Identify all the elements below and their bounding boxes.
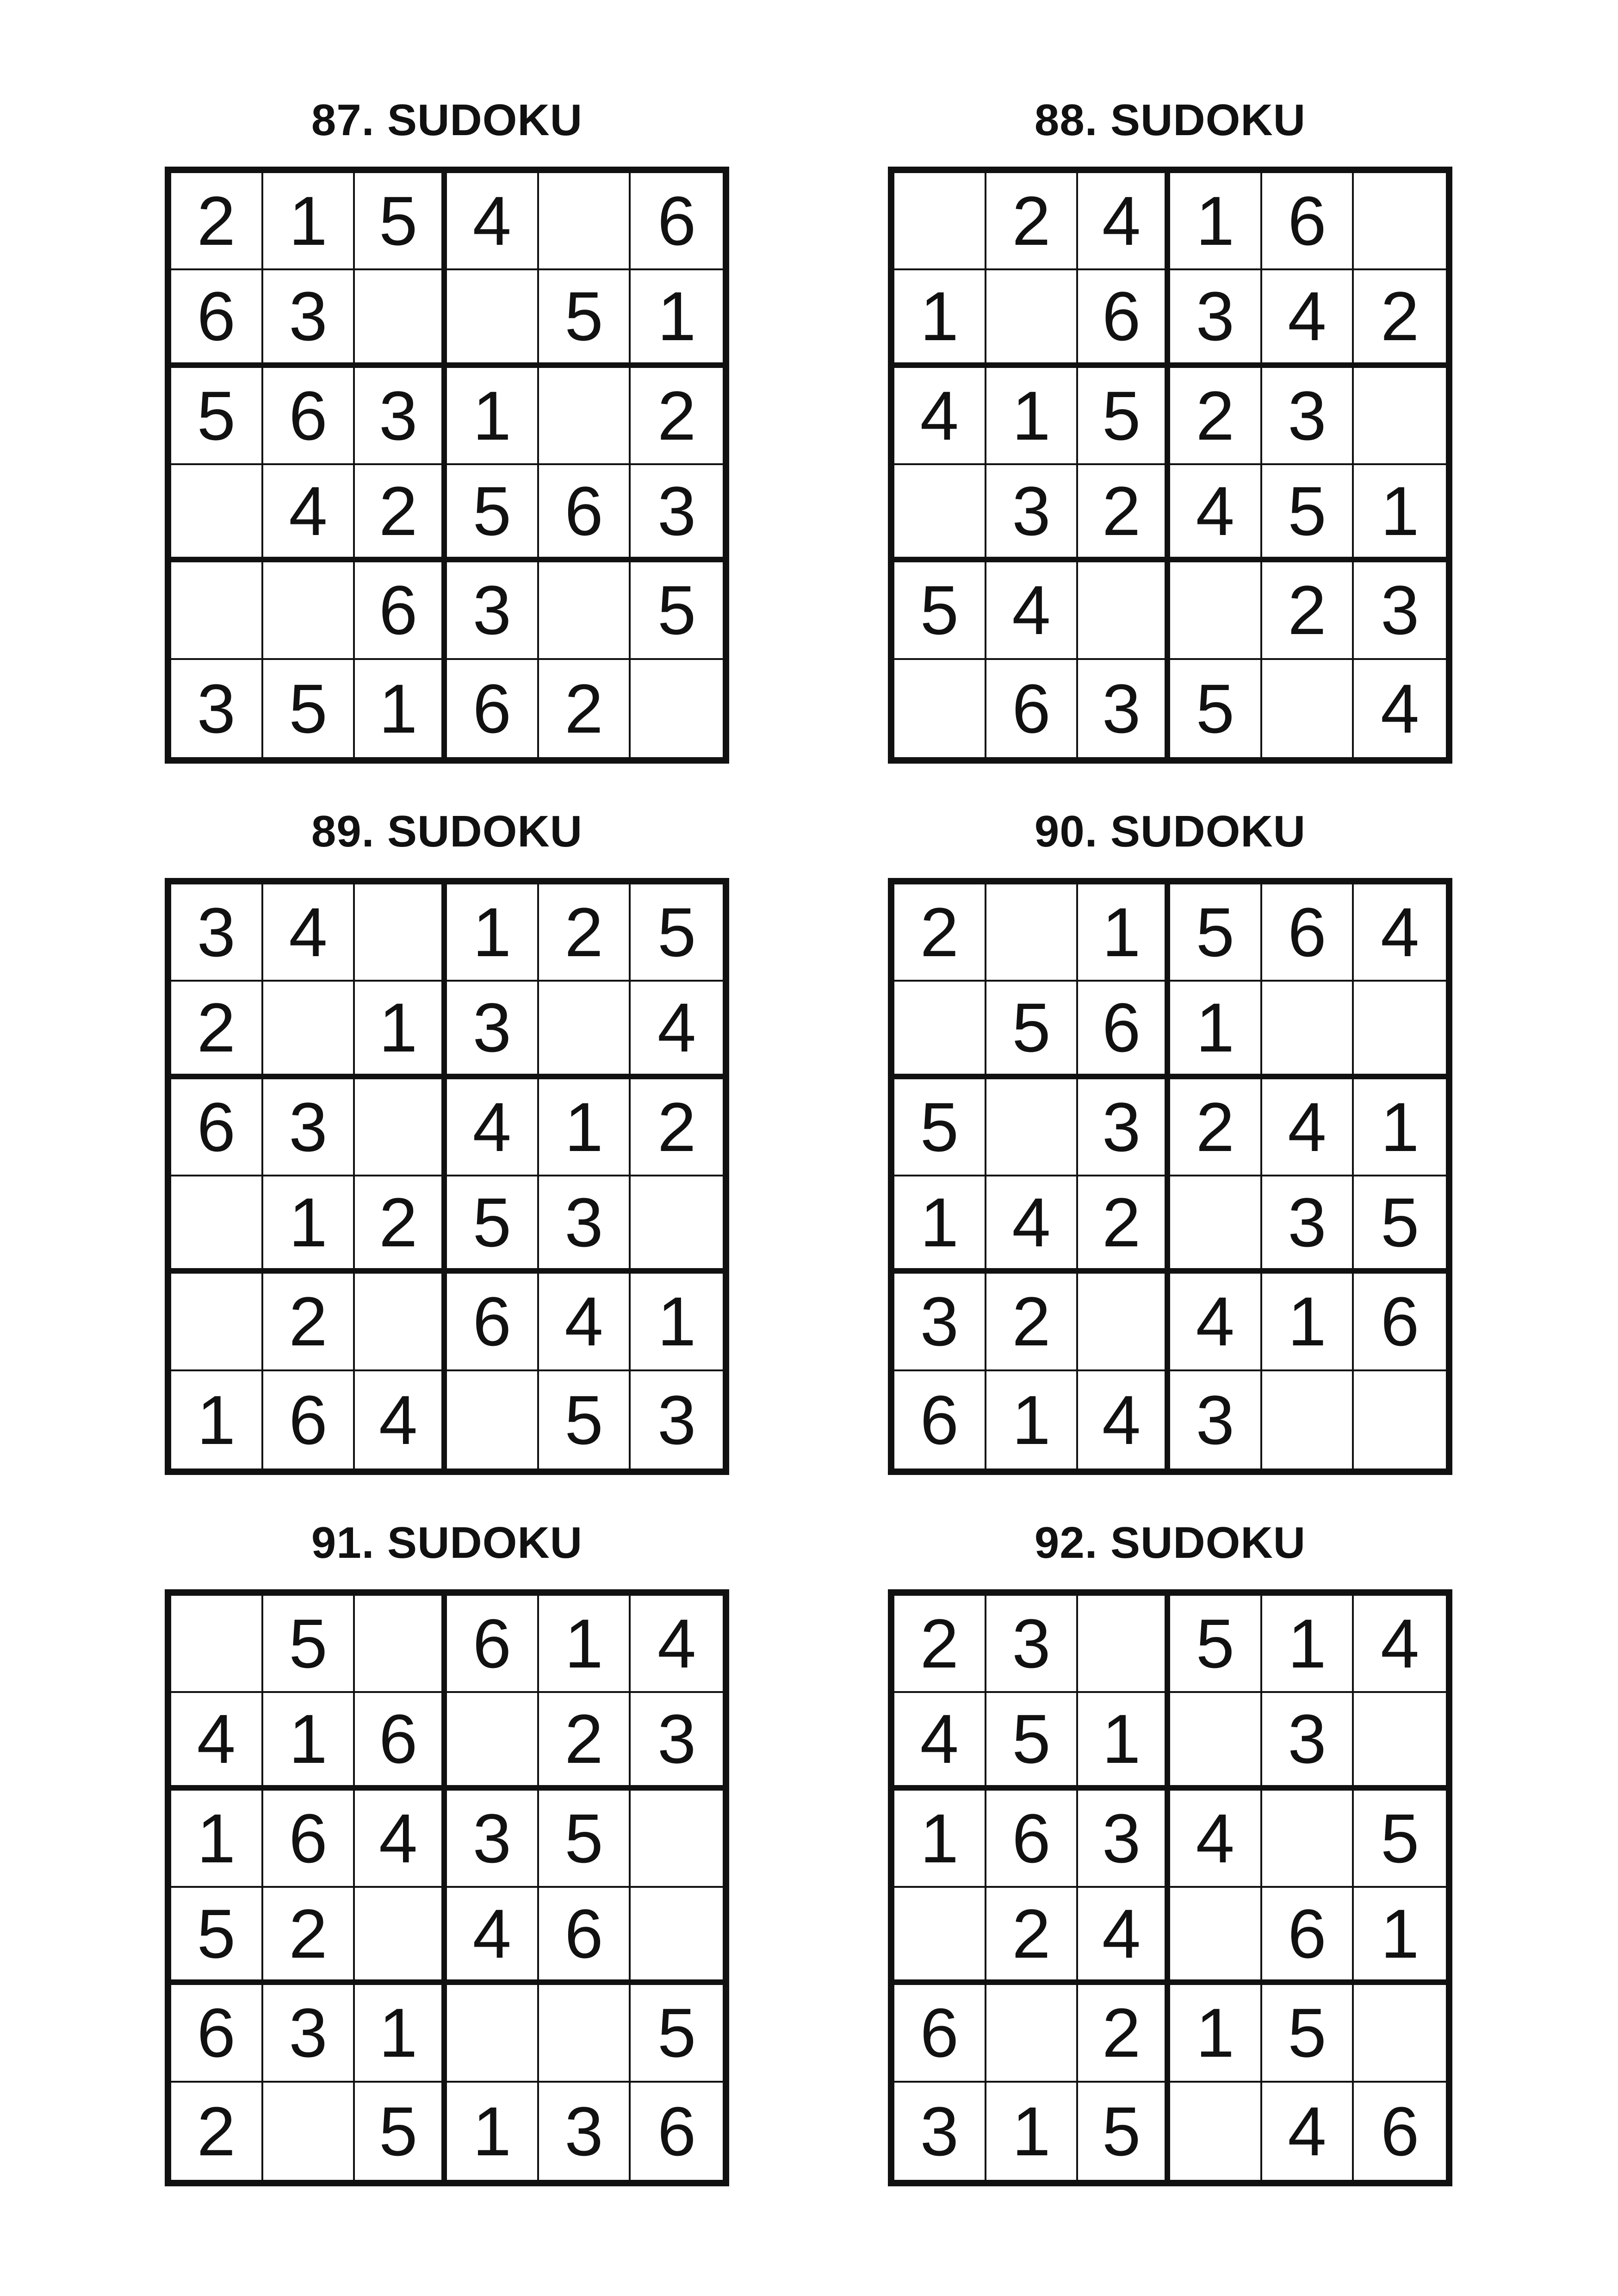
sudoku-cell: 3 bbox=[355, 368, 447, 465]
sudoku-cell bbox=[1078, 562, 1170, 660]
sudoku-cell: 2 bbox=[631, 1079, 723, 1176]
sudoku-cell bbox=[894, 660, 986, 757]
sudoku-cell: 5 bbox=[894, 562, 986, 660]
sudoku-cell bbox=[631, 1791, 723, 1888]
sudoku-cell: 5 bbox=[355, 2083, 447, 2180]
sudoku-cell bbox=[986, 1079, 1079, 1176]
sudoku-cell: 5 bbox=[539, 1371, 631, 1468]
sudoku-cell: 1 bbox=[1170, 1985, 1262, 2082]
sudoku-grid bbox=[888, 1589, 1452, 2186]
sudoku-grid bbox=[165, 878, 729, 1475]
sudoku-cell: 6 bbox=[1354, 1274, 1446, 1371]
sudoku-cell: 4 bbox=[263, 465, 355, 562]
sudoku-cell: 1 bbox=[986, 1371, 1079, 1468]
sudoku-cell bbox=[1354, 368, 1446, 465]
sudoku-cell: 4 bbox=[1262, 2083, 1354, 2180]
sudoku-cell: 3 bbox=[1078, 660, 1170, 757]
sudoku-cell bbox=[539, 173, 631, 270]
puzzle-title: 88. SUDOKU bbox=[1034, 95, 1306, 145]
sudoku-cell: 4 bbox=[986, 562, 1079, 660]
sudoku-cell: 5 bbox=[1078, 2083, 1170, 2180]
sudoku-cell: 5 bbox=[1354, 1791, 1446, 1888]
sudoku-cell: 1 bbox=[447, 884, 539, 982]
sudoku-cell: 4 bbox=[1262, 270, 1354, 367]
sudoku-cell: 5 bbox=[539, 1791, 631, 1888]
sudoku-cell bbox=[1354, 173, 1446, 270]
sudoku-cell bbox=[355, 270, 447, 367]
sudoku-cell: 4 bbox=[894, 1693, 986, 1790]
sudoku-cell: 3 bbox=[447, 982, 539, 1079]
sudoku-cell: 4 bbox=[355, 1791, 447, 1888]
sudoku-cell: 4 bbox=[1354, 1596, 1446, 1693]
sudoku-cell: 1 bbox=[631, 1274, 723, 1371]
sudoku-cell: 1 bbox=[1262, 1596, 1354, 1693]
sudoku-cell: 6 bbox=[447, 1596, 539, 1693]
sudoku-cell bbox=[631, 1176, 723, 1274]
sudoku-cell bbox=[1354, 1371, 1446, 1468]
sudoku-cell: 4 bbox=[1170, 1791, 1262, 1888]
sudoku-cell: 6 bbox=[171, 270, 263, 367]
sudoku-cell: 4 bbox=[539, 1274, 631, 1371]
sudoku-cell bbox=[1170, 2083, 1262, 2180]
sudoku-cell bbox=[539, 982, 631, 1079]
puzzle-title: 87. SUDOKU bbox=[311, 95, 583, 145]
sudoku-cell: 3 bbox=[894, 2083, 986, 2180]
sudoku-cell: 3 bbox=[171, 660, 263, 757]
sudoku-cell bbox=[355, 1079, 447, 1176]
sudoku-cell: 5 bbox=[1354, 1176, 1446, 1274]
sudoku-cell: 3 bbox=[1170, 1371, 1262, 1468]
sudoku-cell bbox=[631, 1888, 723, 1985]
sudoku-cell bbox=[171, 1274, 263, 1371]
sudoku-cell: 3 bbox=[894, 1274, 986, 1371]
sudoku-cell: 6 bbox=[986, 660, 1079, 757]
sudoku-cell: 4 bbox=[1380, 669, 1420, 747]
sudoku-cell: 1 bbox=[986, 368, 1079, 465]
sudoku-cell bbox=[894, 173, 986, 270]
sudoku-cell: 5 bbox=[631, 884, 723, 982]
sudoku-cell: 2 bbox=[355, 1176, 447, 1274]
sudoku-cell bbox=[1170, 562, 1262, 660]
sudoku-cell: 5 bbox=[986, 982, 1079, 1079]
sudoku-cell bbox=[263, 2083, 355, 2180]
sudoku-cell: 2 bbox=[355, 465, 447, 562]
sudoku-cell: 6 bbox=[171, 1079, 263, 1176]
sudoku-puzzle-87 bbox=[165, 95, 729, 747]
sudoku-cell: 3 bbox=[1262, 368, 1354, 465]
sudoku-cell: 6 bbox=[355, 1693, 447, 1790]
sudoku-cell: 4 bbox=[447, 1888, 539, 1985]
sudoku-cell: 3 bbox=[539, 2083, 631, 2180]
sudoku-cell: 1 bbox=[263, 1176, 355, 1274]
sudoku-cell: 6 bbox=[447, 660, 539, 757]
sudoku-cell: 4 bbox=[986, 1176, 1079, 1274]
sudoku-cell bbox=[986, 884, 1079, 982]
sudoku-cell: 2 bbox=[986, 173, 1079, 270]
sudoku-cell: 2 bbox=[1262, 562, 1354, 660]
sudoku-cell: 3 bbox=[263, 270, 355, 367]
sudoku-cell: 3 bbox=[447, 562, 539, 660]
sudoku-cell: 1 bbox=[1354, 1888, 1446, 1985]
sudoku-cell: 2 bbox=[894, 1596, 986, 1693]
sudoku-cell: 4 bbox=[631, 1596, 723, 1693]
sudoku-cell: 6 bbox=[1262, 1888, 1354, 1985]
sudoku-cell: 3 bbox=[447, 1791, 539, 1888]
sudoku-cell: 1 bbox=[171, 1791, 263, 1888]
sudoku-cell: 4 bbox=[1170, 465, 1262, 562]
sudoku-cell: 4 bbox=[631, 982, 723, 1079]
sudoku-cell: 5 bbox=[539, 270, 631, 367]
sudoku-cell bbox=[1170, 1888, 1262, 1985]
sudoku-cell: 2 bbox=[539, 1693, 631, 1790]
sudoku-cell: 1 bbox=[355, 1985, 447, 2082]
sudoku-cell: 3 bbox=[539, 1176, 631, 1274]
sudoku-cell: 1 bbox=[171, 1371, 263, 1468]
sudoku-cell: 3 bbox=[631, 1693, 723, 1790]
puzzle-title: 90. SUDOKU bbox=[1034, 807, 1306, 856]
sudoku-cell: 2 bbox=[171, 982, 263, 1079]
puzzle-title: 91. SUDOKU bbox=[311, 1518, 583, 1568]
sudoku-cell: 1 bbox=[263, 173, 355, 270]
sudoku-cell: 1 bbox=[1262, 1274, 1354, 1371]
sudoku-cell: 3 bbox=[1078, 1791, 1170, 1888]
sudoku-cell: 3 bbox=[1170, 270, 1262, 367]
puzzle-title: 92. SUDOKU bbox=[1034, 1518, 1306, 1568]
sudoku-cell bbox=[1354, 982, 1446, 1079]
sudoku-cell bbox=[263, 982, 355, 1079]
sudoku-cell: 1 bbox=[263, 1693, 355, 1790]
sudoku-cell bbox=[1354, 1693, 1446, 1790]
sudoku-cell bbox=[1078, 1274, 1170, 1371]
sudoku-cell bbox=[539, 1985, 631, 2082]
sudoku-cell: 5 bbox=[631, 1985, 723, 2082]
sudoku-cell: 1 bbox=[539, 1079, 631, 1176]
sudoku-cell: 3 bbox=[986, 465, 1079, 562]
sudoku-cell: 6 bbox=[657, 2092, 696, 2170]
sudoku-cell: 3 bbox=[171, 884, 263, 982]
sudoku-cell bbox=[171, 465, 263, 562]
sudoku-cell: 1 bbox=[1170, 173, 1262, 270]
sudoku-cell: 1 bbox=[631, 270, 723, 367]
sudoku-cell: 1 bbox=[986, 2083, 1079, 2180]
sudoku-cell: 1 bbox=[447, 2083, 539, 2180]
sudoku-cell: 4 bbox=[447, 173, 539, 270]
sudoku-cell bbox=[1262, 660, 1354, 757]
sudoku-cell: 1 bbox=[1354, 1079, 1446, 1176]
sudoku-cell: 3 bbox=[631, 465, 723, 562]
sudoku-cell: 5 bbox=[355, 173, 447, 270]
sudoku-cell: 5 bbox=[894, 1079, 986, 1176]
sudoku-cell bbox=[447, 1693, 539, 1790]
sudoku-cell: 5 bbox=[171, 1888, 263, 1985]
sudoku-cell bbox=[171, 562, 263, 660]
sudoku-cell: 3 bbox=[263, 1985, 355, 2082]
sudoku-cell bbox=[539, 368, 631, 465]
sudoku-cell: 6 bbox=[894, 1371, 986, 1468]
sudoku-cell: 5 bbox=[263, 1596, 355, 1693]
sudoku-cell: 1 bbox=[894, 270, 986, 367]
sudoku-cell bbox=[171, 1176, 263, 1274]
sudoku-cell: 4 bbox=[1078, 1888, 1170, 1985]
sudoku-puzzle-89 bbox=[165, 806, 729, 1459]
sudoku-grid bbox=[888, 167, 1452, 764]
sudoku-puzzle-90 bbox=[888, 806, 1452, 1459]
sudoku-cell: 1 bbox=[1078, 1693, 1170, 1790]
sudoku-cell bbox=[1262, 982, 1354, 1079]
sudoku-cell bbox=[1262, 1371, 1354, 1468]
sudoku-cell: 4 bbox=[447, 1079, 539, 1176]
sudoku-cell: 6 bbox=[1380, 2092, 1420, 2170]
sudoku-cell: 6 bbox=[1078, 270, 1170, 367]
sudoku-cell bbox=[447, 1985, 539, 2082]
sudoku-cell: 2 bbox=[539, 884, 631, 982]
sudoku-cell: 4 bbox=[1354, 884, 1446, 982]
sudoku-cell: 2 bbox=[1170, 1079, 1262, 1176]
sudoku-cell: 5 bbox=[447, 465, 539, 562]
sudoku-cell: 6 bbox=[171, 1985, 263, 2082]
sudoku-cell bbox=[1262, 1791, 1354, 1888]
sudoku-cell bbox=[1170, 1176, 1262, 1274]
puzzle-title: 89. SUDOKU bbox=[311, 807, 583, 856]
sudoku-cell: 5 bbox=[263, 660, 355, 757]
sudoku-cell: 6 bbox=[1262, 884, 1354, 982]
sudoku-cell bbox=[355, 884, 447, 982]
sudoku-puzzle-88 bbox=[888, 95, 1452, 747]
sudoku-cell: 5 bbox=[447, 1176, 539, 1274]
sudoku-cell: 5 bbox=[1262, 1985, 1354, 2082]
sudoku-cell bbox=[355, 1888, 447, 1985]
sudoku-cell: 6 bbox=[263, 1371, 355, 1468]
sudoku-grid bbox=[165, 1589, 729, 2186]
sudoku-cell bbox=[986, 1985, 1079, 2082]
sudoku-cell bbox=[355, 1274, 447, 1371]
sudoku-cell bbox=[894, 982, 986, 1079]
sudoku-cell bbox=[447, 1371, 539, 1468]
sudoku-cell: 5 bbox=[1262, 465, 1354, 562]
sudoku-cell bbox=[263, 562, 355, 660]
sudoku-cell: 2 bbox=[1078, 1176, 1170, 1274]
sudoku-cell: 2 bbox=[539, 660, 631, 757]
sudoku-cell: 6 bbox=[355, 562, 447, 660]
sudoku-cell bbox=[1078, 1596, 1170, 1693]
sudoku-cell: 5 bbox=[986, 1693, 1079, 1790]
sudoku-cell: 3 bbox=[986, 1596, 1079, 1693]
sudoku-cell: 2 bbox=[263, 1888, 355, 1985]
sudoku-cell: 5 bbox=[1170, 884, 1262, 982]
sudoku-cell: 2 bbox=[171, 173, 263, 270]
sudoku-cell: 2 bbox=[1354, 270, 1446, 367]
sudoku-cell: 2 bbox=[1170, 368, 1262, 465]
sudoku-cell bbox=[894, 465, 986, 562]
sudoku-grid bbox=[888, 878, 1452, 1475]
sudoku-cell: 5 bbox=[1078, 368, 1170, 465]
sudoku-cell: 5 bbox=[631, 562, 723, 660]
sudoku-grid bbox=[165, 167, 729, 764]
sudoku-cell: 3 bbox=[657, 1381, 696, 1459]
sudoku-cell: 1 bbox=[355, 660, 447, 757]
sudoku-cell: 3 bbox=[1078, 1079, 1170, 1176]
sudoku-puzzle-92 bbox=[888, 1518, 1452, 2170]
sudoku-cell: 1 bbox=[1170, 982, 1262, 1079]
sudoku-cell: 4 bbox=[171, 1693, 263, 1790]
sudoku-cell: 4 bbox=[355, 1371, 447, 1468]
sudoku-cell: 2 bbox=[1078, 1985, 1170, 2082]
sudoku-cell: 2 bbox=[171, 2083, 263, 2180]
sudoku-cell: 4 bbox=[1262, 1079, 1354, 1176]
sudoku-cell bbox=[539, 562, 631, 660]
sudoku-cell bbox=[447, 270, 539, 367]
sudoku-cell: 2 bbox=[1078, 465, 1170, 562]
sudoku-cell: 3 bbox=[1262, 1176, 1354, 1274]
sudoku-cell: 4 bbox=[894, 368, 986, 465]
sudoku-cell bbox=[894, 1888, 986, 1985]
sudoku-cell: 4 bbox=[263, 884, 355, 982]
sudoku-cell bbox=[986, 270, 1079, 367]
sudoku-cell: 6 bbox=[1078, 982, 1170, 1079]
sudoku-cell: 2 bbox=[986, 1888, 1079, 1985]
sudoku-cell: 2 bbox=[894, 884, 986, 982]
sudoku-cell: 2 bbox=[631, 368, 723, 465]
sudoku-cell: 6 bbox=[539, 465, 631, 562]
sudoku-cell: 1 bbox=[355, 982, 447, 1079]
sudoku-cell: 3 bbox=[1262, 1693, 1354, 1790]
sudoku-cell: 6 bbox=[986, 1791, 1079, 1888]
sudoku-cell: 4 bbox=[1078, 1371, 1170, 1468]
sudoku-cell: 1 bbox=[447, 368, 539, 465]
sudoku-cell: 6 bbox=[1262, 173, 1354, 270]
sudoku-cell: 6 bbox=[894, 1985, 986, 2082]
sudoku-cell: 2 bbox=[986, 1274, 1079, 1371]
sudoku-cell: 1 bbox=[1354, 465, 1446, 562]
sudoku-cell bbox=[1354, 1985, 1446, 2082]
sudoku-cell: 1 bbox=[894, 1791, 986, 1888]
sudoku-cell: 1 bbox=[539, 1596, 631, 1693]
sudoku-cell: 4 bbox=[1078, 173, 1170, 270]
sudoku-cell: 3 bbox=[1354, 562, 1446, 660]
sudoku-cell: 6 bbox=[631, 173, 723, 270]
sudoku-puzzle-91 bbox=[165, 1518, 729, 2170]
sudoku-cell: 5 bbox=[1170, 660, 1262, 757]
sudoku-cell bbox=[1170, 1693, 1262, 1790]
sudoku-cell: 6 bbox=[539, 1888, 631, 1985]
sudoku-cell bbox=[355, 1596, 447, 1693]
sudoku-cell: 6 bbox=[263, 1791, 355, 1888]
sudoku-cell: 2 bbox=[263, 1274, 355, 1371]
sudoku-cell: 1 bbox=[1078, 884, 1170, 982]
sudoku-cell: 1 bbox=[894, 1176, 986, 1274]
sudoku-cell bbox=[171, 1596, 263, 1693]
sudoku-cell: 5 bbox=[1170, 1596, 1262, 1693]
sudoku-cell: 3 bbox=[263, 1079, 355, 1176]
sudoku-cell bbox=[631, 660, 723, 757]
sudoku-cell: 4 bbox=[1170, 1274, 1262, 1371]
sudoku-cell: 6 bbox=[447, 1274, 539, 1371]
sudoku-cell: 6 bbox=[263, 368, 355, 465]
sudoku-cell: 5 bbox=[171, 368, 263, 465]
